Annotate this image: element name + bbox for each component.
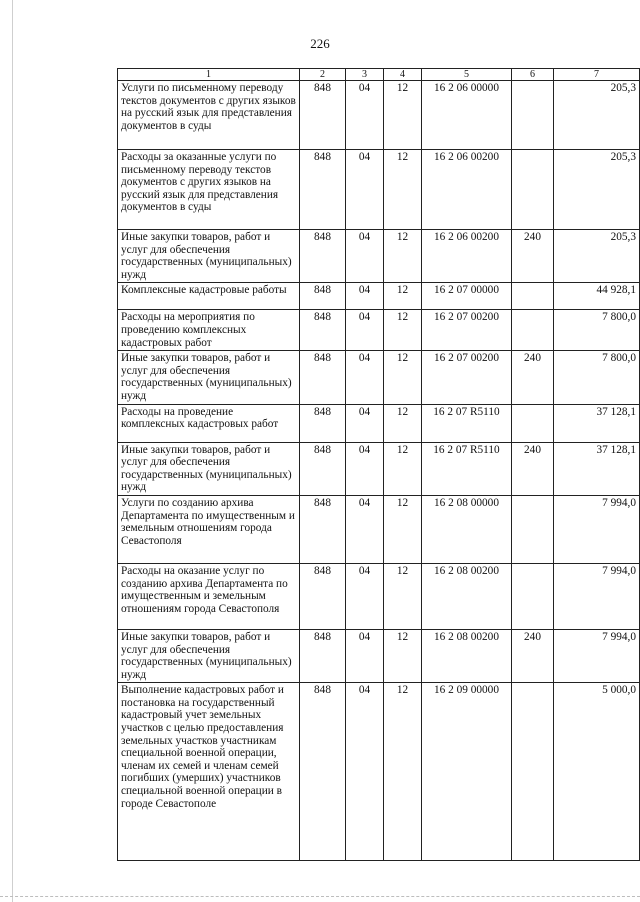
table-row <box>118 683 640 861</box>
row-name-cell: Услуги по письменному переводу текстов документов с других языков на русский язык для представления документов в суды <box>118 81 300 150</box>
expense-type-cell <box>512 563 554 629</box>
budget-table <box>117 68 640 861</box>
section-cell: 04 <box>346 230 384 283</box>
code-cell: 848 <box>300 310 346 351</box>
target-article-cell: 16 2 06 00200 <box>422 230 512 283</box>
expense-type-cell: 240 <box>512 230 554 283</box>
target-article-cell: 16 2 06 00000 <box>422 81 512 150</box>
subsection-cell: 12 <box>384 150 422 230</box>
subsection-cell: 12 <box>384 563 422 629</box>
target-article-cell: 16 2 07 R5110 <box>422 404 512 442</box>
target-article-cell: 16 2 07 00200 <box>422 351 512 404</box>
table-row <box>118 351 640 404</box>
target-article-cell: 16 2 09 00000 <box>422 683 512 861</box>
expense-type-cell <box>512 150 554 230</box>
header-cell: 7 <box>554 69 640 81</box>
target-article-cell: 16 2 07 00200 <box>422 310 512 351</box>
amount-cell: 37 128,1 <box>554 442 640 495</box>
table-header-row <box>118 69 640 81</box>
amount-cell: 37 128,1 <box>554 404 640 442</box>
row-name-cell: Иные закупки товаров, работ и услуг для обеспечения государственных (муниципальных) нужд <box>118 442 300 495</box>
amount-cell: 7 994,0 <box>554 629 640 682</box>
amount-cell: 44 928,1 <box>554 283 640 310</box>
section-cell: 04 <box>346 563 384 629</box>
row-name-cell: Иные закупки товаров, работ и услуг для обеспечения государственных (муниципальных) нужд <box>118 230 300 283</box>
table-row <box>118 150 640 230</box>
row-name-cell: Расходы на оказание услуг по созданию архива Департамента по имущественным и земельным отношениям города Севастополя <box>118 563 300 629</box>
header-cell: 6 <box>512 69 554 81</box>
header-cell: 1 <box>118 69 300 81</box>
section-cell: 04 <box>346 495 384 563</box>
subsection-cell: 12 <box>384 283 422 310</box>
expense-type-cell <box>512 283 554 310</box>
expense-type-cell <box>512 495 554 563</box>
code-cell: 848 <box>300 495 346 563</box>
code-cell: 848 <box>300 442 346 495</box>
table-row <box>118 81 640 150</box>
page-number: 226 <box>310 36 330 51</box>
row-name-cell: Комплексные кадастровые работы <box>118 283 300 310</box>
target-article-cell: 16 2 07 R5110 <box>422 442 512 495</box>
header-cell: 2 <box>300 69 346 81</box>
target-article-cell: 16 2 07 00000 <box>422 283 512 310</box>
section-cell: 04 <box>346 310 384 351</box>
expense-type-cell <box>512 404 554 442</box>
row-name-cell: Расходы за оказанные услуги по письменному переводу текстов документов с других языков на русский язык для представления документов в суды <box>118 150 300 230</box>
subsection-cell: 12 <box>384 495 422 563</box>
row-name-cell: Выполнение кадастровых работ и постановка на государственный кадастровый учет земельных участков с целью предоставления земельных участков участникам специальной военной операции, членам их семей и членам семей погибших (умерших) участников специальной военной операции в городе Севастополе <box>118 683 300 861</box>
table-row <box>118 563 640 629</box>
subsection-cell: 12 <box>384 442 422 495</box>
target-article-cell: 16 2 08 00200 <box>422 629 512 682</box>
row-name-cell: Услуги по созданию архива Департамента по имущественным и земельным отношениям города Севастополя <box>118 495 300 563</box>
expense-type-cell <box>512 310 554 351</box>
header-cell: 3 <box>346 69 384 81</box>
section-cell: 04 <box>346 351 384 404</box>
header-cell: 5 <box>422 69 512 81</box>
table-row <box>118 495 640 563</box>
expense-type-cell <box>512 683 554 861</box>
code-cell: 848 <box>300 230 346 283</box>
expense-type-cell: 240 <box>512 442 554 495</box>
table-row <box>118 230 640 283</box>
amount-cell: 7 994,0 <box>554 495 640 563</box>
target-article-cell: 16 2 06 00200 <box>422 150 512 230</box>
subsection-cell: 12 <box>384 683 422 861</box>
section-cell: 04 <box>346 150 384 230</box>
amount-cell: 7 800,0 <box>554 310 640 351</box>
row-name-cell: Иные закупки товаров, работ и услуг для обеспечения государственных (муниципальных) нужд <box>118 629 300 682</box>
subsection-cell: 12 <box>384 310 422 351</box>
row-name-cell: Расходы на мероприятия по проведению комплексных кадастровых работ <box>118 310 300 351</box>
section-cell: 04 <box>346 81 384 150</box>
code-cell: 848 <box>300 283 346 310</box>
table-row <box>118 629 640 682</box>
subsection-cell: 12 <box>384 81 422 150</box>
code-cell: 848 <box>300 629 346 682</box>
amount-cell: 205,3 <box>554 230 640 283</box>
code-cell: 848 <box>300 563 346 629</box>
header-cell: 4 <box>384 69 422 81</box>
table-row <box>118 310 640 351</box>
table-row <box>118 283 640 310</box>
amount-cell: 205,3 <box>554 150 640 230</box>
code-cell: 848 <box>300 150 346 230</box>
section-cell: 04 <box>346 442 384 495</box>
expense-type-cell: 240 <box>512 351 554 404</box>
bottom-rule <box>0 896 640 897</box>
section-cell: 04 <box>346 683 384 861</box>
table-row <box>118 404 640 442</box>
target-article-cell: 16 2 08 00000 <box>422 495 512 563</box>
table-body <box>118 69 640 861</box>
subsection-cell: 12 <box>384 230 422 283</box>
amount-cell: 5 000,0 <box>554 683 640 861</box>
subsection-cell: 12 <box>384 404 422 442</box>
section-cell: 04 <box>346 404 384 442</box>
row-name-cell: Иные закупки товаров, работ и услуг для обеспечения государственных (муниципальных) нужд <box>118 351 300 404</box>
target-article-cell: 16 2 08 00200 <box>422 563 512 629</box>
page-edge-line <box>12 0 13 902</box>
code-cell: 848 <box>300 404 346 442</box>
amount-cell: 205,3 <box>554 81 640 150</box>
subsection-cell: 12 <box>384 629 422 682</box>
section-cell: 04 <box>346 629 384 682</box>
row-name-cell: Расходы на проведение комплексных кадастровых работ <box>118 404 300 442</box>
amount-cell: 7 994,0 <box>554 563 640 629</box>
code-cell: 848 <box>300 81 346 150</box>
code-cell: 848 <box>300 683 346 861</box>
amount-cell: 7 800,0 <box>554 351 640 404</box>
expense-type-cell <box>512 81 554 150</box>
code-cell: 848 <box>300 351 346 404</box>
section-cell: 04 <box>346 283 384 310</box>
table-row <box>118 442 640 495</box>
subsection-cell: 12 <box>384 351 422 404</box>
expense-type-cell: 240 <box>512 629 554 682</box>
